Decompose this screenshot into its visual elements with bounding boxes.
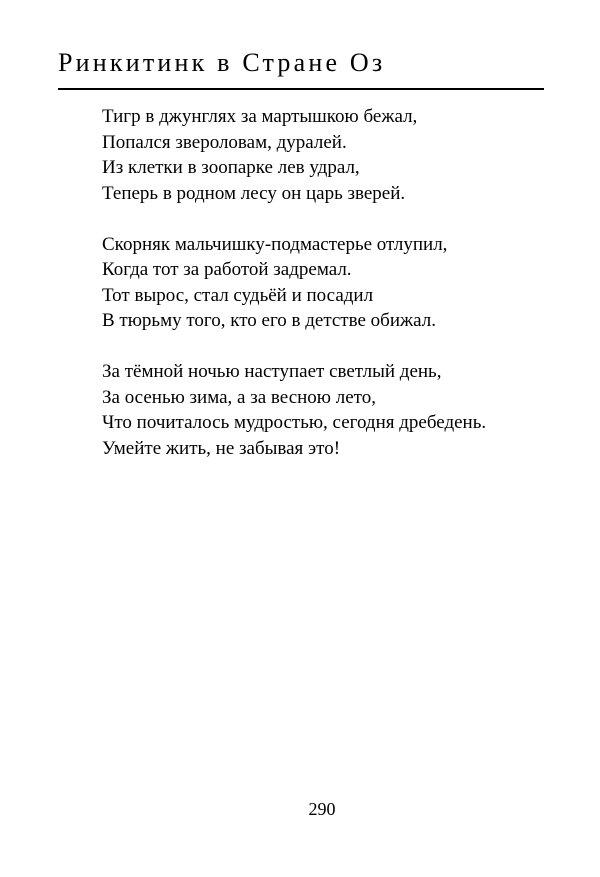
poem-line: Теперь в родном лесу он царь зверей. [102,182,406,204]
poem-line: Скорняк мальчишку-подмастерье отлупил, [102,233,448,255]
poem-line: Тот вырос, стал судьёй и посадил [102,284,374,306]
poem-line: Попался звероловам, дуралей. [102,131,347,153]
poem-line: За тёмной ночью наступает светлый день, [102,361,442,382]
header-rule [58,88,544,90]
poem-line: Умейте жить, не забывая это! [102,437,341,459]
poem-line: За осенью зима, а за весною лето, [102,386,376,408]
stanza-2 [102,232,562,334]
page-number: 290 [308,799,336,819]
poem-line: Из клетки в зоопарке лев удрал, [102,157,360,178]
poem-line: Тигр в джунглях за мартышкою бежал, [102,106,418,127]
poem-line: В тюрьму того, кто его в детстве обижал. [102,310,436,331]
poem-line: Что почиталось мудростью, сегодня дребедень. [102,412,487,433]
stanza-1 [102,104,562,206]
running-header-title: Ринкитинк в Стране Оз [58,48,386,77]
stanza-3 [102,359,562,461]
poem [102,104,562,487]
poem-line: Когда тот за работой задремал. [102,259,352,280]
